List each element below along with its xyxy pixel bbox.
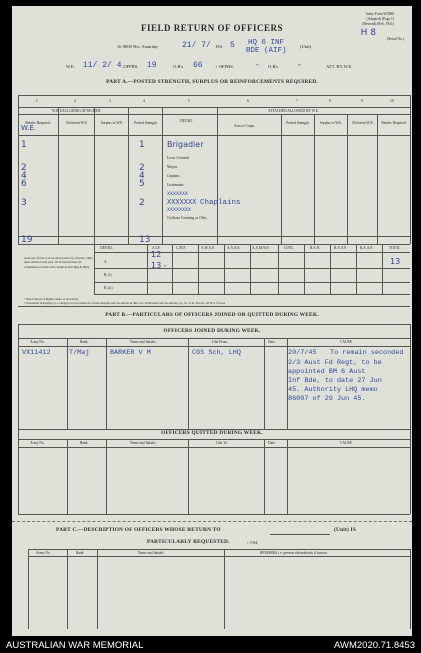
col-r-surplus: Surplus to W.E.: [319, 121, 343, 125]
struck-rank-3: XXXXXXXX: [167, 207, 192, 213]
summary-col-civil: CIVIL: [284, 246, 294, 250]
col-num-6: 6: [247, 99, 249, 103]
entry-unit-from: CGS Sch, LHQ: [192, 349, 241, 357]
entry-cause-3: appointed BM 6 Aust: [288, 368, 366, 376]
joined-col-cause: CAUSE: [340, 340, 352, 344]
att-label: ATT. BY W.E.: [326, 64, 353, 69]
we-excluding-label: W.E. EXCLUDING ATTACHED.: [52, 109, 102, 113]
rank-lieutenants: Lieutenants: [167, 183, 184, 187]
summary-col-raaf: R.A.A.F.: [334, 246, 347, 250]
part-b-title: PART B.—PARTICULARS OF OFFICERS JOINED OR QUITTED DURING WEEK.: [105, 312, 319, 318]
quitted-col-army-no: Army No.: [30, 441, 45, 445]
joined-title: OFFICERS JOINED DURING WEEK.: [163, 328, 261, 334]
we-value: 11/ 2/ 4: [83, 61, 122, 70]
struck-rank-2: XXXXXXX: [167, 199, 197, 207]
serial-label: (Serial No.): [387, 37, 404, 41]
partc-col-remarks: REMARKS i.e. present whereabouts if known.: [260, 551, 328, 555]
adapted-label: (Adapted) (Page 1): [366, 17, 394, 21]
footnote-2: † Personnel belonging to a category not provided for in the analysis will be shown in this Col. Particulars will be shown, e.g. Sc. U.K. Forces; 28 N.Z. Forces: [24, 301, 226, 305]
col-arm-corps: Arm or Corps.: [234, 124, 255, 128]
summary-col-aamws: A.A.M.W.S.: [252, 246, 270, 250]
col-reinfts-required: Reinfts Required.: [25, 121, 51, 125]
quitted-title: OFFICERS QUITTED DURING WEEK.: [161, 430, 263, 436]
rank-majors: Majors: [167, 165, 178, 169]
reinfts-brigadier: 1: [21, 140, 27, 150]
rank-brigadier: Brigadier: [167, 140, 204, 149]
stamp-mark: H 8: [360, 28, 376, 38]
posted-brigadier: 1: [139, 140, 145, 150]
summary-row-bi: B. (i): [104, 273, 112, 277]
col-num-8: 8: [329, 99, 331, 103]
col-surplus: Surplus to W.E.: [100, 121, 124, 125]
quitted-col-name: Name and Initials.: [130, 441, 157, 445]
col-r-deficient: Deficient W.E.: [352, 121, 374, 125]
col-num-2: 2: [74, 99, 76, 103]
col-num-5: 5: [188, 99, 190, 103]
summary-col-cmf: C.M.F.: [176, 246, 186, 250]
plus-ors-label: O.R's: [268, 64, 279, 69]
year-digit: 5: [230, 41, 235, 50]
rank-lt-colonels: Lieut.-Colonels: [167, 156, 190, 160]
quitted-col-date: Date.: [268, 441, 276, 445]
col-posted-strength: Posted Strength.: [134, 121, 158, 125]
we-hw-mark: W.E.: [21, 124, 36, 132]
revised-label: (Revised) (Feb. 1941): [362, 22, 394, 26]
summary-col-aans: A.A.N.S.: [227, 246, 241, 250]
entry-cause-1: To remain seconded: [330, 349, 404, 357]
entry-cause-4: Inf Bde, to date 27 Jun: [288, 377, 382, 385]
rank-civilians: Civilians Counting as Offrs.: [167, 216, 208, 220]
posted-majors: 2: [139, 163, 145, 173]
quitted-col-rank: Rank.: [80, 441, 89, 445]
time-day-label: At 0800 Hrs. Saturday: [117, 44, 159, 49]
part-c-unit-is: (Unit) IS: [334, 527, 357, 533]
footer-institution: AUSTRALIAN WAR MEMORIAL: [6, 640, 144, 651]
archive-footer: [0, 637, 421, 653]
col-r-reinfts: Reinfts Required.: [381, 121, 407, 125]
attached-allowed-label: ATTACHED ALLOWED BY W.E.: [268, 109, 319, 113]
offrs-value: 19: [147, 61, 157, 70]
summary-col-ran: R.A.N.: [310, 246, 321, 250]
army-form-id: Army Form W3008: [365, 12, 394, 16]
summary-col-detail: DETAIL: [100, 246, 113, 250]
reinfts-lieutenants: 6: [21, 179, 27, 189]
posted-captains: 4: [139, 171, 145, 181]
col-num-9: 9: [361, 99, 363, 103]
summary-aif-b: 13 -: [151, 261, 167, 270]
summary-col-awas: A.W.A.S.: [201, 246, 215, 250]
quitted-col-cause: CAUSE: [340, 441, 352, 445]
part-c-particularly: PARTICULARLY REQUESTED.: [147, 539, 230, 545]
joined-col-army-no: Army No.: [30, 340, 45, 344]
total-posted: 13: [139, 235, 151, 245]
struck-rank: XXXXXXX: [167, 191, 189, 197]
col-num-10: 10: [390, 99, 394, 103]
posted-lieutenants: 5: [139, 179, 145, 189]
part-c-title: PART C.—DESCRIPTION OF OFFICERS WHOSE RETURN TO: [56, 527, 221, 533]
total-reinfts: 19: [21, 235, 33, 245]
summary-row-bii: B. (ii): [104, 286, 113, 290]
entry-cause-2: 2/3 Aust Fd Regt, to be: [288, 359, 382, 367]
col-num-4: 4: [143, 99, 145, 103]
ors-value: 66: [193, 61, 203, 70]
summary-row-a: A: [104, 260, 107, 264]
col-num-1: 1: [36, 99, 38, 103]
summary-col-total: TOTAL: [389, 246, 401, 250]
year-printed: 194: [215, 44, 222, 49]
footnote-1: * Insert detail of higher ranks as necessary.: [24, 297, 79, 301]
posted-chaplains: 2: [139, 198, 145, 208]
col-deficient: Deficient W.E.: [66, 121, 88, 125]
entry-date: 20/7/45: [288, 349, 317, 357]
unit-typed: HQ 6 INF: [248, 39, 285, 47]
col-num-3: 3: [109, 99, 111, 103]
summary-aif-a: 12: [151, 250, 162, 259]
joined-col-date: Date.: [268, 340, 276, 344]
entry-name: BARKER V M: [110, 349, 151, 357]
plus-offrs-value: -: [255, 61, 260, 70]
partc-col-name: Name and Initials: [138, 551, 164, 555]
we-label: W.E.: [66, 64, 76, 69]
entry-army-no: VX11412: [22, 349, 51, 357]
partc-col-rank: Rank: [76, 551, 84, 555]
quitted-col-unit-to: Unit To.: [216, 441, 228, 445]
entry-rank: T/Maj: [69, 349, 90, 357]
plus-offrs-label: + OFFRS.: [215, 64, 234, 69]
reinfts-majors: 2: [21, 163, 27, 173]
detail-label: DETAIL: [180, 119, 193, 123]
col-num-7: 7: [296, 99, 298, 103]
summary-col-raaf-2: R.A.A.F.: [360, 246, 373, 250]
unit-label: (Unit): [300, 44, 312, 49]
joined-col-rank: Rank.: [80, 340, 89, 344]
footer-accession: AWM2020.71.8453: [334, 640, 415, 651]
col-r-posted: Posted Strength.: [286, 121, 310, 125]
chaplains-typed: Chaplains: [200, 199, 241, 207]
rank-captains: Captains: [167, 174, 180, 178]
part-a-title: PART A.—POSTED STRENGTH, SURPLUS OR REINFORCEMENTS REQUIRED.: [106, 79, 318, 85]
reinfts-chaplains: 3: [21, 198, 27, 208]
analysis-note: Analysis of Part A to be shown here by all units. Only units entitled vide para. 18 of Instructions for completion of form will complete Part B(i) & B(ii).: [24, 256, 93, 269]
ors-label: O.R's: [173, 64, 184, 69]
form-title: FIELD RETURN OF OFFICERS: [141, 23, 283, 33]
partc-col-army-no: Army No.: [36, 551, 51, 555]
entry-cause-6: 86007 of 29 Jun 45.: [288, 395, 366, 403]
joined-col-unit-from: Unit From.: [212, 340, 228, 344]
unit-typed-2: BDE (AIF): [246, 47, 287, 55]
summary-total: 13: [390, 257, 401, 266]
form-page: [12, 6, 412, 636]
return-date: 21/ 7/: [182, 41, 211, 50]
part-c-date: / /194: [247, 540, 258, 545]
entry-cause-5: 45. Authority LHQ memo: [288, 386, 378, 394]
plus-ors-value: -: [297, 61, 302, 70]
joined-col-name: Name and Initials.: [130, 340, 157, 344]
reinfts-captains: 4: [21, 171, 27, 181]
summary-col-aif: A.I.F.: [152, 246, 161, 250]
offrs-label: . OFFRS.: [121, 64, 139, 69]
